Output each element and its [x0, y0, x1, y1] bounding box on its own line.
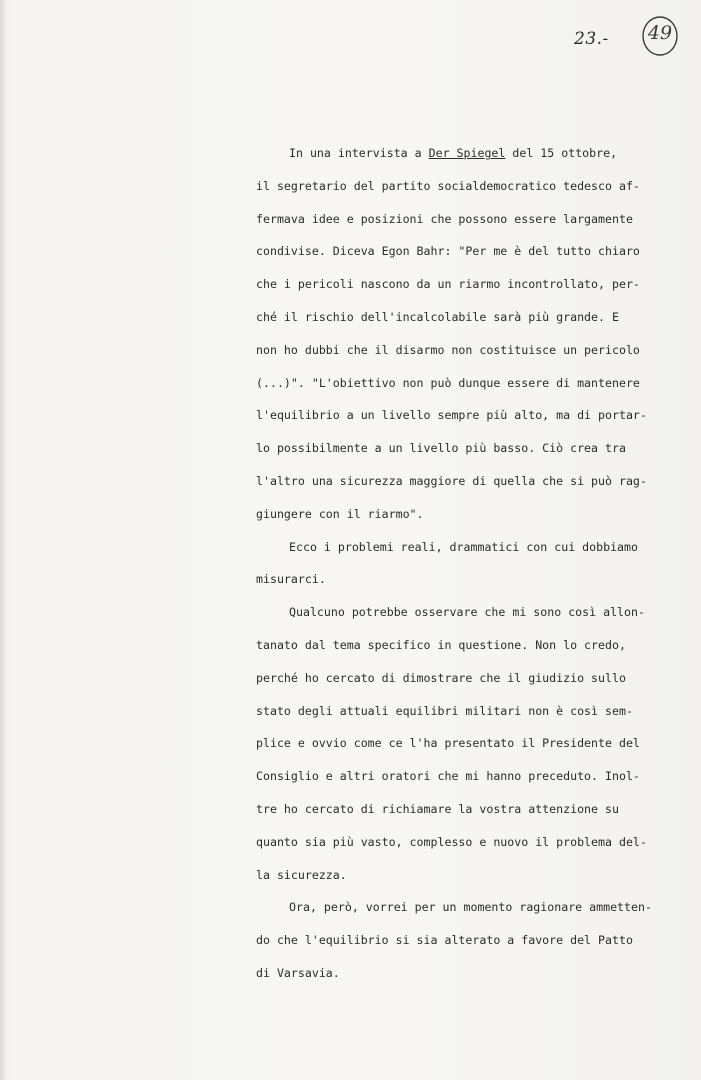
page-edge-shadow — [0, 0, 6, 1080]
text-line: quanto sia più vasto, complesso e nuovo il problema del- — [256, 834, 647, 849]
text-line: lo possibilmente a un livello più basso. Ciò crea tra — [256, 441, 626, 456]
text-line: plice e ovvio come ce l'ha presentato il Presidente del — [256, 736, 640, 751]
text-line: misurarci. — [256, 572, 326, 587]
text-line: Ecco i problemi reali, drammatici con cui dobbiamo — [289, 539, 639, 554]
text-line: stato degli attuali equilibri militari non è così sem- — [256, 703, 633, 718]
text-line: ché il rischio dell'incalcolabile sarà più grande. E — [256, 309, 619, 324]
text-line: (...)". "L'obiettivo non può dunque essere di mantenere — [256, 375, 640, 390]
text-line: giungere con il riarmo". — [256, 506, 424, 521]
publication-title: Der Spiegel — [428, 146, 506, 160]
text-line: Consiglio e altri oratori che mi hanno preceduto. Inol- — [256, 769, 640, 784]
text-line: do che l'equilibrio si sia alterato a favore del Patto — [256, 933, 633, 948]
text-line: tre ho cercato di richiamare la vostra attenzione su — [256, 801, 619, 816]
text-line: di Varsavia. — [256, 965, 340, 980]
text-line: che i pericoli nascono da un riarmo incontrollato, per- — [256, 277, 640, 292]
text-line: perché ho cercato di dimostrare che il giudizio sullo — [256, 670, 626, 685]
text-line: condivise. Diceva Egon Bahr: "Per me è del tutto chiaro — [256, 244, 640, 259]
text-line: il segretario del partito socialdemocratico tedesco af- — [256, 178, 640, 193]
text-line: la sicurezza. — [256, 867, 347, 882]
text-line: Qualcuno potrebbe osservare che mi sono così allon- — [289, 605, 645, 620]
text-line: l'equilibrio a un livello sempre più alto, ma di portar- — [256, 408, 647, 423]
text-line: tanato dal tema specifico in questione. Non lo credo, — [256, 637, 626, 652]
text-line: l'altro una sicurezza maggiore di quella che si può rag- — [256, 473, 647, 488]
page-number: 23.- — [574, 29, 609, 49]
text-line: In una intervista a Der Spiegel del 15 ottobre, — [289, 146, 618, 160]
folio-number: 49 — [647, 22, 673, 44]
text-line: Ora, però, vorrei per un momento ragionare ammetten- — [289, 900, 652, 915]
text-line: non ho dubbi che il disarmo non costituisce un pericolo — [256, 342, 640, 357]
body-text — [256, 137, 656, 990]
text-line: fermava idee e posizioni che possono essere largamente — [256, 211, 633, 226]
